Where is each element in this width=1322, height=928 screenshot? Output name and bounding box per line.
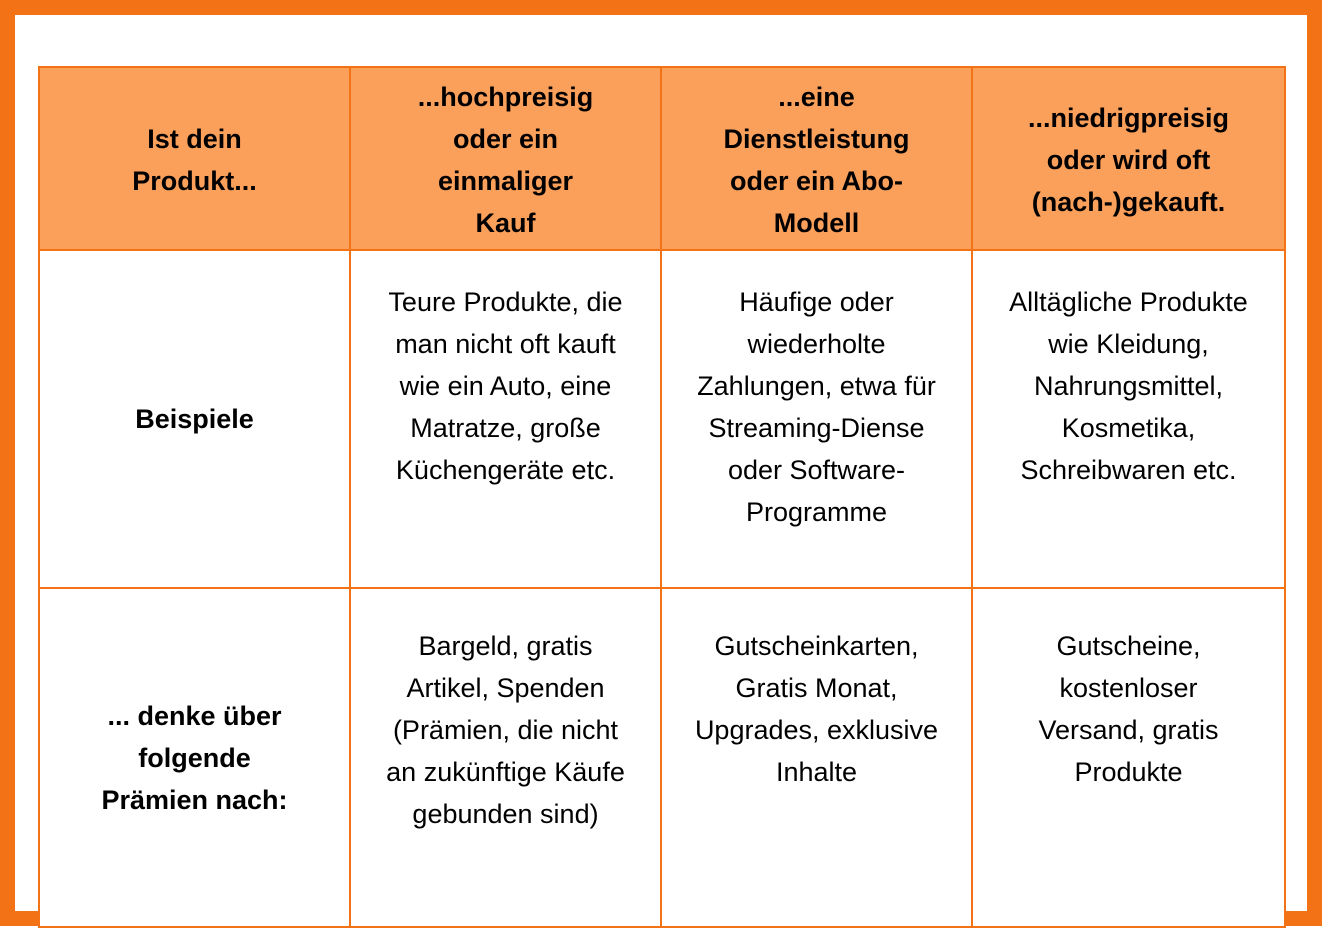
header-cell-low-price	[972, 67, 1285, 250]
header-cell-high-price	[350, 67, 661, 250]
comparison-table	[38, 66, 1286, 928]
examples-low-price-text: Alltägliche Produkte wie Kleidung, Nahrungsmittel, Kosmetika, Schreibwaren etc.	[1009, 287, 1248, 485]
rewards-high-price-text: Bargeld, gratis Artikel, Spenden (Prämien, die nicht an zukünftige Käufe gebunden sind)	[386, 631, 625, 829]
examples-row	[39, 250, 1285, 588]
header-cell-service	[661, 67, 972, 250]
rewards-high-price-cell	[350, 588, 661, 927]
header-cell-question	[39, 67, 350, 250]
examples-service-cell	[661, 250, 972, 588]
rewards-row	[39, 588, 1285, 927]
rewards-label-cell	[39, 588, 350, 927]
header-question-text: Ist dein Produkt...	[132, 123, 257, 196]
examples-low-price-cell	[972, 250, 1285, 588]
examples-label-cell	[39, 250, 350, 588]
rewards-label: ... denke über folgende Prämien nach:	[101, 700, 288, 815]
rewards-service-cell	[661, 588, 972, 927]
rewards-service-text: Gutscheinkarten, Gratis Monat, Upgrades, exklusive Inhalte	[694, 631, 939, 787]
examples-label: Beispiele	[135, 404, 254, 434]
examples-high-price-text: Teure Produkte, die man nicht oft kauft wie ein Auto, eine Matratze, große Küchengeräte etc.	[388, 287, 623, 485]
examples-high-price-cell	[350, 250, 661, 588]
header-service-text: ...eine Dienstleistung oder ein Abo- Modell	[723, 81, 910, 238]
header-row	[39, 67, 1285, 250]
examples-service-text: Häufige oder wiederholte Zahlungen, etwa für Streaming-Diense oder Software- Programme	[697, 287, 936, 527]
rewards-low-price-cell	[972, 588, 1285, 927]
header-high-price-text: ...hochpreisig oder ein einmaliger Kauf	[417, 81, 594, 238]
rewards-low-price-text: Gutscheine, kostenloser Versand, gratis Produkte	[1038, 631, 1219, 787]
header-low-price-text: ...niedrigpreisig oder wird oft (nach-)gekauft.	[1027, 102, 1230, 217]
